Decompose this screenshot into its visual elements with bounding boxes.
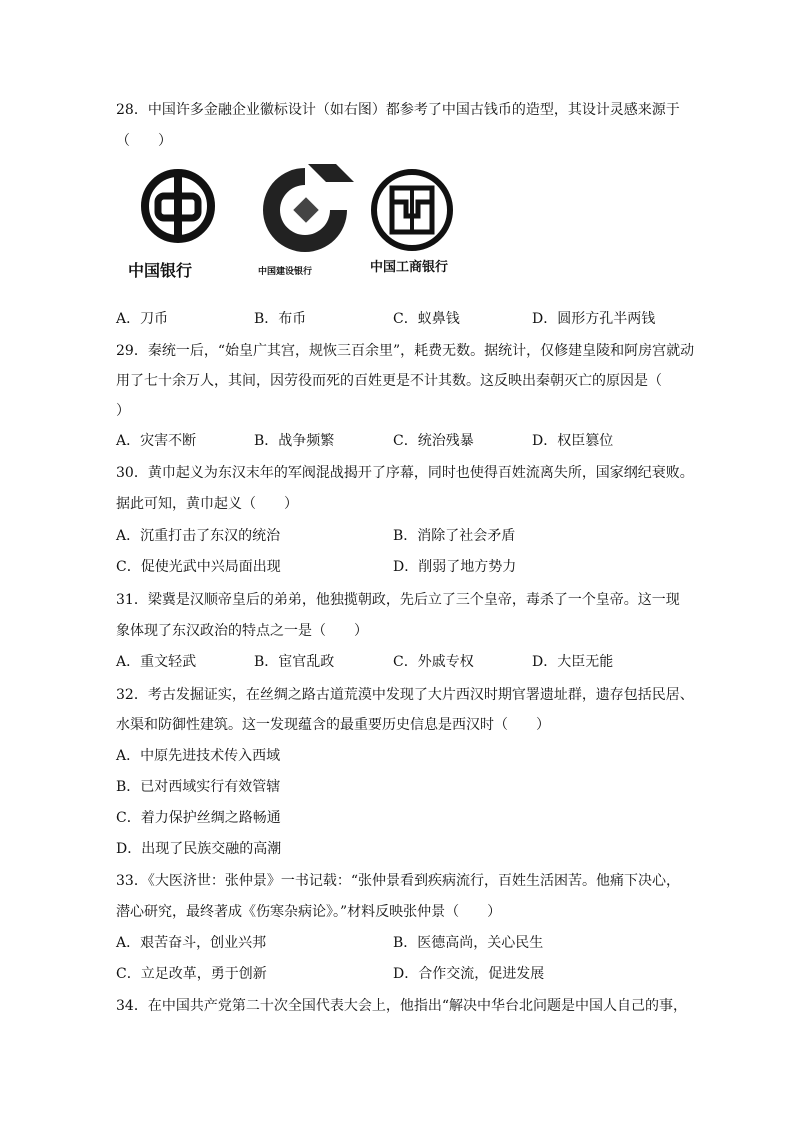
q33-option-b[interactable]: B．医德高尚，关心民生 (393, 935, 544, 951)
q29-option-d[interactable]: D．权臣篡位 (532, 433, 614, 449)
q30-line-1: 30．黄巾起义为东汉末年的军阀混战揭开了序幕，同时也使得百姓流离失所，国家纲纪衰败。 (116, 465, 694, 481)
q28-paren: （ ） (116, 133, 172, 149)
q34-line-1: 34．在中国共产党第二十次全国代表大会上，他指出“解决中华台北问题是中国人自己的事， (116, 998, 687, 1014)
logo-text-boc: 中国银行 (128, 261, 193, 280)
q33-line-1: 33．《大医济世：张仲景》一书记载：“张仲景看到疾病流行，百姓生活困苦。他痛下决心， (116, 873, 680, 889)
q31-line-2: 象体现了东汉政治的特点之一是（ ） (116, 623, 368, 639)
q31-option-b[interactable]: B．宦官乱政 (254, 654, 335, 670)
q28-option-b[interactable]: B．布币 (254, 311, 307, 327)
icbc-logo-icon (366, 158, 496, 300)
q31-line-1: 31．梁冀是汉顺帝皇后的弟弟，他独揽朝政，先后立了三个皇帝，毒杀了一个皇帝。这一现 (116, 592, 680, 608)
q29-option-b[interactable]: B．战争频繁 (254, 433, 335, 449)
q31-option-a[interactable]: A．重文轻武 (116, 654, 197, 670)
q28-stem: 28．中国许多金融企业徽标设计（如右图）都参考了中国古钱币的造型，其设计灵感来源于 (116, 102, 680, 118)
bank-of-china-logo-icon (116, 158, 236, 300)
q32-line-1: 32．考古发掘证实，在丝绸之路古道荒漠中发现了大片西汉时期官署遗址群，遗存包括民居、 (116, 687, 694, 703)
q30-option-d[interactable]: D．削弱了地方势力 (393, 559, 517, 575)
q32-line-2: 水渠和防御性建筑。这一发现蕴含的最重要历史信息是西汉时（ ） (116, 717, 550, 733)
q30-line-2: 据此可知，黄巾起义（ ） (116, 496, 298, 512)
q28-option-c[interactable]: C．蚁鼻钱 (393, 311, 460, 327)
logo-text-icbc: 中国工商银行 (370, 260, 449, 275)
q30-option-a[interactable]: A．沉重打击了东汉的统治 (116, 528, 281, 544)
q32-option-b[interactable]: B．已对西域实行有效管辖 (116, 779, 281, 795)
construction-bank-logo-icon (250, 158, 360, 300)
q29-line-1: 29．秦统一后，“始皇广其宫，规恢三百余里”，耗费无数。据统计，仅修建皇陵和阿房宫就动 (116, 343, 695, 359)
q32-option-d[interactable]: D．出现了民族交融的高潮 (116, 841, 282, 857)
q32-option-a[interactable]: A．中原先进技术传入西域 (116, 748, 281, 764)
q29-option-a[interactable]: A．灾害不断 (116, 433, 197, 449)
q28-option-a[interactable]: A．刀币 (116, 311, 169, 327)
logo-text-ccb: 中国建设银行 (258, 267, 313, 277)
q29-line-3: ） (116, 403, 130, 419)
q33-option-d[interactable]: D．合作交流，促进发展 (393, 966, 545, 982)
q30-option-b[interactable]: B．消除了社会矛盾 (393, 528, 516, 544)
q33-option-a[interactable]: A．艰苦奋斗，创业兴邦 (116, 935, 267, 951)
q31-option-c[interactable]: C．外戚专权 (393, 654, 474, 670)
q32-option-c[interactable]: C．着力保护丝绸之路畅通 (116, 810, 281, 826)
q33-option-c[interactable]: C．立足改革，勇于创新 (116, 966, 267, 982)
q30-option-c[interactable]: C．促使光武中兴局面出现 (116, 559, 281, 575)
bank-logos-figure (116, 158, 506, 300)
q29-option-c[interactable]: C．统治残暴 (393, 433, 474, 449)
q31-option-d[interactable]: D．大臣无能 (532, 654, 614, 670)
q29-line-2: 用了七十余万人，其间，因劳役而死的百姓更是不计其数。这反映出秦朝灭亡的原因是（ (116, 373, 662, 389)
q33-line-2: 潜心研究，最终著成《伤寒杂病论》。”材料反映张仲景（ ） (116, 904, 502, 920)
q28-option-d[interactable]: D．圆形方孔半两钱 (532, 311, 656, 327)
